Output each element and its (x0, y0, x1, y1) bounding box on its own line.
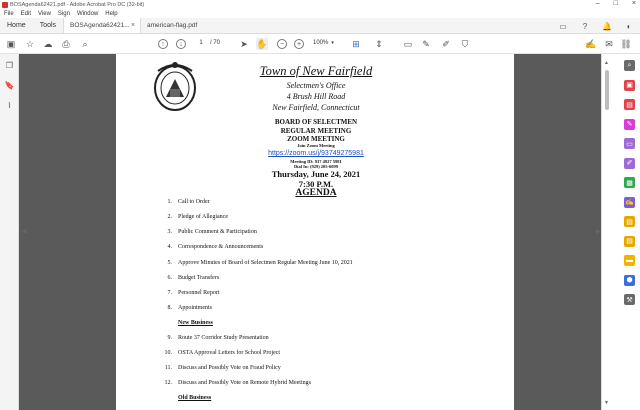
share-screen-icon[interactable]: ▭ (559, 21, 567, 31)
next-page-icon[interactable]: ↓ (176, 39, 186, 49)
agenda-item (158, 350, 280, 356)
stamp-tool-icon[interactable]: ▤ (624, 236, 635, 247)
organize-pages-tool-icon[interactable]: ▦ (624, 177, 635, 188)
item-number: 11. (164, 365, 172, 371)
tab-row (0, 18, 640, 34)
hand-tool-icon[interactable]: ✋ (256, 38, 268, 49)
item-number: 6. (167, 275, 172, 281)
email-icon[interactable]: ✉ (605, 38, 613, 49)
item-number: 2. (167, 214, 172, 220)
zoom-level[interactable] (313, 40, 334, 46)
scroll-mode-icon[interactable]: ⇕ (375, 38, 383, 49)
item-text: Pledge of Allegiance (178, 214, 228, 220)
scroll-down-icon[interactable]: ▼ (604, 400, 609, 406)
item-number: 5. (167, 260, 172, 266)
notifications-icon[interactable]: 🔔 (602, 21, 612, 31)
zoom-meeting-link[interactable]: https://zoom.us/j/93749275981 (268, 150, 364, 157)
tab-home[interactable]: Home (7, 22, 26, 29)
tab-close-button[interactable]: × (130, 22, 136, 29)
agenda-heading: AGENDA (295, 188, 337, 198)
comment-icon[interactable]: ▭ (403, 38, 413, 49)
edit-pdf-tool-icon[interactable]: ✎ (624, 119, 635, 130)
export-pdf-tool-icon[interactable]: ▣ (624, 80, 635, 91)
zoom-out-icon[interactable]: − (277, 39, 287, 49)
zoom-value: 100% (313, 40, 329, 46)
agenda-item (158, 214, 228, 220)
toolbar (0, 34, 640, 54)
menu-window[interactable]: Window (76, 10, 99, 17)
tab-tools[interactable]: Tools (39, 22, 57, 29)
highlight-pen-icon[interactable]: ✎ (422, 38, 430, 49)
item-text: Route 37 Corridor Study Presentation (178, 335, 269, 341)
item-text: OSTA Approval Letters for School Project (178, 350, 281, 356)
item-text: Appointments (178, 305, 212, 311)
agenda-item (158, 365, 281, 371)
board-line: BOARD OF SELECTMEN (274, 118, 358, 126)
agenda-item (158, 335, 269, 341)
more-tools-icon[interactable]: ⚒ (624, 294, 635, 305)
item-text: Approve Minutes of Board of Selectmen Regular Meeting June 10, 2021 (178, 260, 353, 266)
page-indicator (196, 40, 220, 46)
doc-tab-agenda[interactable] (63, 18, 140, 33)
zoom-search-icon[interactable]: ⌕ (82, 38, 88, 49)
acrobat-icon (2, 2, 8, 8)
print-icon[interactable]: ⎙ (62, 38, 70, 49)
pdf-page (116, 54, 514, 410)
item-number: 3. (167, 229, 172, 235)
town-name: Town of New Fairfield (259, 64, 373, 78)
meeting-time: 7:30 P.M. (298, 178, 334, 189)
scroll-up-icon[interactable]: ▲ (604, 60, 609, 66)
item-number: 12. (164, 380, 172, 386)
new-business-heading: New Business (178, 320, 213, 326)
vertical-scrollbar[interactable] (604, 60, 610, 406)
join-zoom-label: Join Zoom Meeting (297, 143, 335, 148)
item-number: 7. (167, 290, 172, 296)
select-cursor-icon[interactable]: ➤ (240, 38, 248, 49)
bookmark-star-icon[interactable]: ☆ (25, 38, 35, 49)
menu-sign[interactable]: Sign (57, 10, 70, 17)
item-number: 8. (167, 305, 172, 311)
agenda-item (158, 260, 353, 266)
menu-view[interactable]: View (38, 10, 51, 17)
office-line: New Fairfield, Connecticut (272, 103, 360, 112)
item-number: 9. (167, 335, 172, 341)
page-display-icon[interactable]: ⊞ (352, 38, 360, 49)
meeting-datetime (236, 170, 396, 189)
agenda-item (158, 290, 220, 296)
sign-icon[interactable]: ✍ (585, 38, 597, 49)
menu-help[interactable]: Help (105, 10, 118, 17)
meeting-date: Thursday, June 24, 2021 (271, 169, 361, 179)
fill-sign-tool-icon[interactable]: ✍ (624, 197, 635, 208)
agenda-item (158, 244, 263, 250)
page-number-input[interactable]: 1 (199, 40, 203, 46)
help-icon[interactable]: ? (582, 21, 588, 31)
item-text: Public Comment & Participation (178, 229, 257, 235)
create-pdf-tool-icon[interactable]: ▤ (624, 99, 635, 110)
item-text: Personnel Report (178, 290, 220, 296)
item-text: Discuss and Possibly Vote on Remote Hybrid Meetings (178, 380, 311, 386)
board-line: ZOOM MEETING (287, 135, 345, 144)
upload-cloud-icon[interactable]: ☁ (43, 38, 53, 49)
menu-bar (0, 9, 640, 18)
office-line: 4 Brush Hill Road (286, 92, 346, 101)
left-nav-panel (0, 54, 19, 410)
redact-tool-icon[interactable]: ⬢ (624, 275, 635, 286)
draw-icon[interactable]: ✐ (442, 38, 450, 49)
item-text: Call to Order (178, 199, 210, 205)
protect-tool-icon[interactable]: ▬ (626, 257, 633, 264)
share-link-icon[interactable]: ⛓ (620, 38, 632, 49)
doc-tab-label: american-flag.pdf (147, 22, 198, 29)
menu-edit[interactable]: Edit (20, 10, 32, 17)
doc-tab-flag[interactable] (140, 18, 225, 33)
expand-right-panel-icon[interactable]: ▶ (596, 229, 601, 235)
previous-page-icon[interactable]: ↑ (158, 39, 168, 49)
office-line: Selectmen's Office (286, 81, 346, 90)
scroll-thumb[interactable] (605, 70, 609, 110)
page-thumbnails-icon[interactable]: ❐ (5, 61, 14, 70)
menu-file[interactable]: File (4, 10, 14, 17)
item-text: Correspondence & Announcements (178, 244, 264, 250)
agenda-item (158, 305, 212, 311)
combine-files-tool-icon[interactable]: ✐ (624, 158, 635, 169)
item-number: 4. (167, 244, 172, 250)
attachments-icon[interactable]: ⌇ (7, 101, 12, 110)
tools-pane (601, 54, 640, 410)
old-business-heading: Old Business (178, 395, 212, 401)
meeting-id: Meeting ID: 937 4927 5981 (290, 159, 342, 164)
bookmarks-icon[interactable]: 🔖 (4, 81, 15, 90)
doc-tab-label: BOSAgenda62421... (70, 22, 130, 29)
document-area[interactable] (19, 54, 601, 410)
collapse-left-panel-icon[interactable]: ◀ (22, 229, 27, 235)
chevron-down-icon: ▾ (331, 40, 334, 46)
board-line: REGULAR MEETING (280, 126, 352, 135)
zoom-in-icon[interactable]: + (294, 39, 304, 49)
meeting-header (236, 118, 396, 144)
item-text: Discuss and Possibly Vote on Fraud Policy (178, 365, 281, 371)
dial-in: Dial In: (929) 205-6099 (293, 164, 339, 170)
send-for-review-tool-icon[interactable]: ▤ (624, 216, 635, 227)
minimize-button[interactable]: – (595, 0, 600, 7)
account-icon[interactable]: ◐ (626, 21, 632, 31)
search-tool-icon[interactable]: ⌕ (624, 60, 635, 71)
maximize-button[interactable]: □ (613, 0, 618, 7)
stamp-tag-icon[interactable]: ⛉ (461, 38, 469, 49)
comment-tool-icon[interactable]: ▭ (624, 138, 635, 149)
agenda-item (158, 229, 257, 235)
agenda-item (158, 275, 219, 281)
item-number: 1. (167, 199, 172, 205)
item-number: 10. (164, 350, 172, 356)
save-icon[interactable]: ▣ (6, 38, 16, 49)
agenda-item (158, 380, 311, 386)
title-bar (0, 0, 640, 9)
town-seal-icon (152, 59, 198, 113)
item-text: Budget Transfers (178, 275, 220, 281)
agenda-item (158, 199, 210, 205)
window-title: BOSAgenda62421.pdf - Adobe Acrobat Pro DC (32-bit) (10, 1, 145, 8)
page-total: / 70 (210, 40, 221, 46)
close-window-button[interactable]: × (631, 0, 636, 7)
office-address (236, 80, 396, 113)
